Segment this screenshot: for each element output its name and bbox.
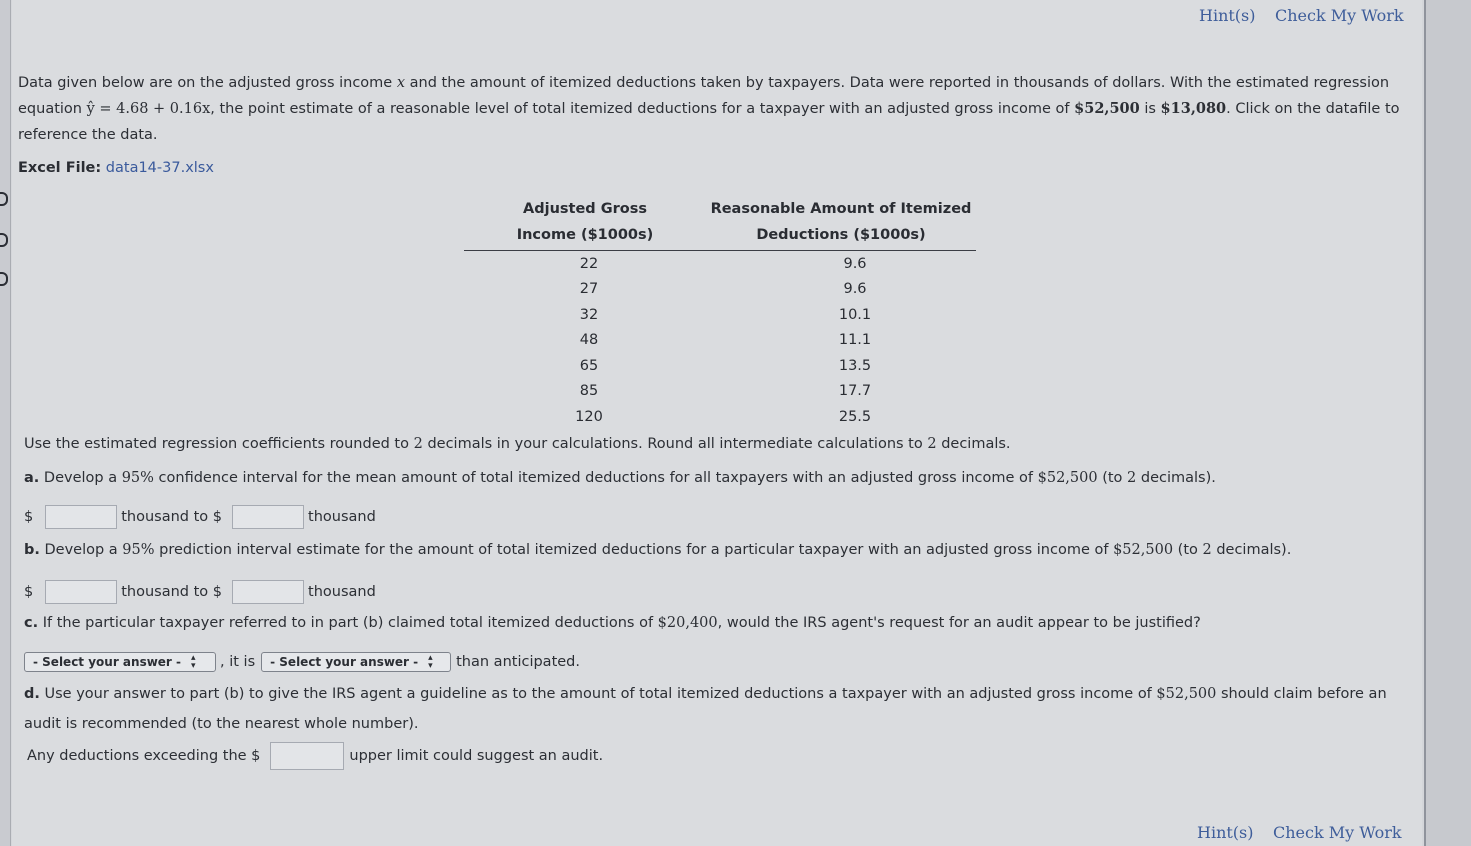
part-b-upper-input[interactable] <box>232 580 304 604</box>
thousand-label: thousand <box>308 509 376 525</box>
thousand-label: thousand <box>308 584 376 600</box>
column-header-deductions: Reasonable Amount of Itemized Deductions ($1000s) <box>710 201 972 243</box>
part-b-question: b. Develop a 95% prediction interval estimate for the amount of total itemized deductions for a particular taxpayer with an adjusted gross income of $52,500 (to 2 decimals). <box>24 542 1292 558</box>
data-table <box>464 196 976 430</box>
excel-file-line <box>18 160 214 176</box>
part-b-lower-input[interactable] <box>45 580 117 604</box>
problem-intro: Data given below are on the adjusted gross income x and the amount of itemized deductions taken by taxpayers. Data were reported in thousands of dollars. With the estimated regression equation ŷ = 4.68 + 0.16x, the point estimate of a reasonable level of total itemized deductions for a taxpayer with an adjusted gross income of $52,500 is $13,080. Click on the datafile to reference the data. <box>18 75 1400 143</box>
check-my-work-link-top[interactable]: Check My Work <box>1275 6 1404 25</box>
gutter-tab-icon[interactable] <box>0 272 8 286</box>
than-anticipated-label: than anticipated. <box>456 654 580 670</box>
column-header-income: Adjusted Gross Income ($1000s) <box>516 201 654 243</box>
table-row: 27 9.6 <box>579 281 867 298</box>
select-arrows-icon: ▴ ▾ <box>191 653 196 671</box>
left-gutter <box>0 0 11 846</box>
part-a-lower-input[interactable] <box>45 505 117 529</box>
select-arrows-icon: ▴ ▾ <box>428 653 433 671</box>
part-d-limit-input[interactable] <box>270 742 344 770</box>
thousand-to-label: thousand to $ <box>121 584 223 600</box>
table-row: 65 13.5 <box>579 357 872 374</box>
table-row: 48 11.1 <box>579 332 872 349</box>
part-d-question: d. Use your answer to part (b) to give the IRS agent a guideline as to the amount of total itemized deductions a taxpayer with an adjusted gross income of $52,500 should claim before an audit is recommended (to the nearest whole number). <box>24 686 1387 732</box>
dollar-sign: $ <box>24 509 34 525</box>
part-d-answer-row <box>27 742 603 770</box>
part-c-answer-row <box>24 652 580 672</box>
rounding-instructions: Use the estimated regression coefficients rounded to 2 decimals in your calculations. Round all intermediate calculations to 2 decimals. <box>24 436 1011 452</box>
table-row: 22 9.6 <box>579 255 867 272</box>
comparison-select[interactable]: - Select your answer - ▴ ▾ <box>261 652 451 672</box>
part-a-question: a. Develop a 95% confidence interval for the mean amount of total itemized deductions for all taxpayers with an adjusted gross income of $52,500 (to 2 decimals). <box>24 470 1216 486</box>
excel-file-label: Excel File: <box>18 160 102 176</box>
table-row: 85 17.7 <box>579 383 872 400</box>
part-b-answer-row <box>24 580 376 604</box>
part-a-answer-row <box>24 505 376 529</box>
thousand-to-label: thousand to $ <box>121 509 223 525</box>
upper-limit-label: upper limit could suggest an audit. <box>349 748 604 764</box>
table-row: 120 25.5 <box>575 408 872 425</box>
gutter-tab-icon[interactable] <box>0 233 8 247</box>
it-is-label: , it is <box>220 654 256 670</box>
audit-justified-select[interactable]: - Select your answer - ▴ ▾ <box>24 652 216 672</box>
table-header <box>464 196 976 251</box>
excel-file-link[interactable]: data14-37.xlsx <box>105 160 214 176</box>
dollar-sign: $ <box>24 584 34 600</box>
hint-link-bottom[interactable]: Hint(s) <box>1197 823 1254 842</box>
gutter-tab-icon[interactable] <box>0 192 8 206</box>
right-scroll-edge[interactable] <box>1424 0 1471 846</box>
hint-link-top[interactable]: Hint(s) <box>1199 6 1256 25</box>
check-my-work-link-bottom[interactable]: Check My Work <box>1273 823 1402 842</box>
part-c-question: c. If the particular taxpayer referred to in part (b) claimed total itemized deductions of $20,400, would the IRS agent's request for an audit appear to be justified? <box>24 615 1201 631</box>
part-a-upper-input[interactable] <box>232 505 304 529</box>
deductions-exceeding-label: Any deductions exceeding the $ <box>27 748 261 764</box>
table-row: 32 10.1 <box>579 306 872 323</box>
